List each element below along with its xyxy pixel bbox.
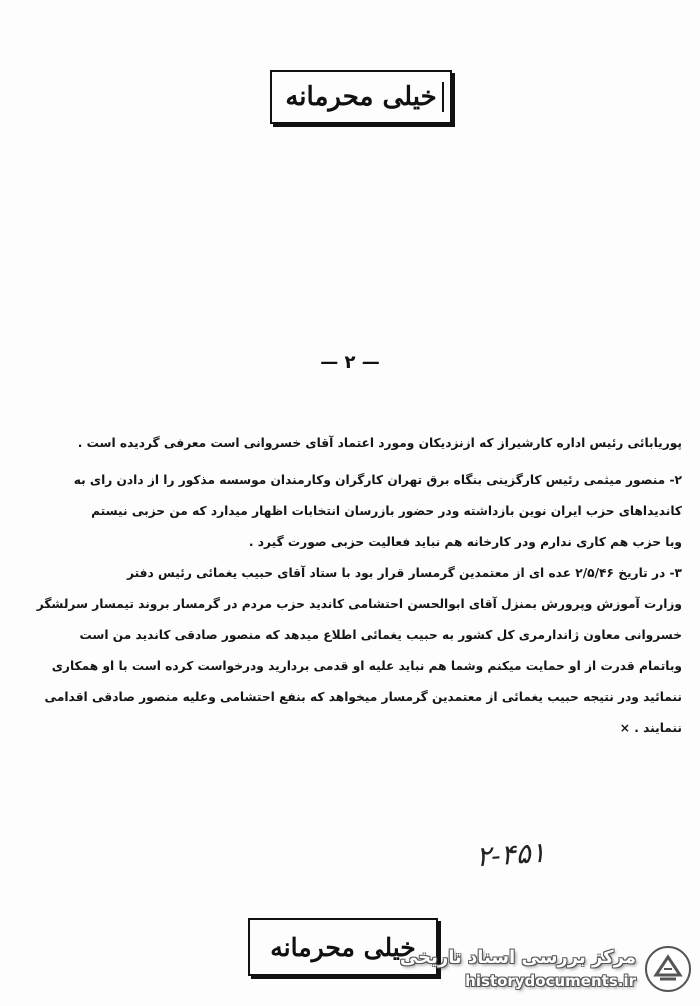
archive-watermark [262, 938, 692, 1000]
paragraph-line: ننمایند . × [619, 721, 682, 735]
stamp-bottom-text: خیلی محرمانه [270, 932, 416, 962]
handwritten-reference-number: ۲-۴۵۱ [474, 835, 547, 874]
stamp-bar-mark [442, 82, 444, 112]
paragraph-line: ننمائید ودر نتیجه حبیب یغمائی از معتمدین گرمسار میخواهد که بنفع احتشامی وعلیه منصور صادقی اقدامی [44, 690, 682, 704]
watermark-title: مرکز بررسی اسناد تاریخی [399, 947, 636, 968]
stamp-top-text: خیلی محرمانه [285, 82, 437, 112]
watermark-url: historydocuments.ir [465, 972, 636, 990]
document-body [22, 428, 682, 744]
page-number: — ۲ — [320, 352, 380, 373]
paragraph-line: وبا حزب هم کاری ندارم ودر کارخانه هم نباید فعالیت حزبی صورت گیرد . [248, 535, 682, 549]
paragraph-line: ۳- در تاریخ ۲/۵/۴۶ عده ای از معتمدین گرمسار قرار بود با ستاد آقای حبیب یغمائی رئیس دفتر [127, 566, 682, 580]
paragraph-line: ۲- منصور میثمی رئیس کارگزینی بنگاه برق تهران کارگران وکارمندان موسسه مذکور را از دادن رای به [73, 473, 682, 487]
archive-logo-icon [644, 945, 692, 993]
paragraph-line: وباتمام قدرت از او حمایت میکنم وشما هم نباید علیه او قدمی بردارید ودرخواست کرده است با او همکاری [51, 659, 682, 673]
watermark-text-block [400, 946, 636, 992]
paragraph-line: وزارت آموزش وپرورش بمنزل آقای ابوالحسن احتشامی کاندید حزب مردم در گرمسار بروند تیمسار سرلشگر [36, 597, 682, 611]
paragraph-line: کاندیداهای حزب ایران نوین بازداشته ودر حضور بازرسان انتخابات اظهار میدارد که من حزبی نیستم [91, 504, 682, 518]
classification-stamp-top [270, 70, 452, 124]
paragraph-line: خسروانی معاون ژاندارمری کل کشور به حبیب یغمائی اطلاع میدهد که منصور صادقی کاندید من است [79, 628, 682, 642]
paragraph-line: پوریابائی رئیس اداره کارشیراز که ازنزدیکان ومورد اعتماد آقای خسروانی است معرفی گردیده است . [77, 436, 682, 450]
